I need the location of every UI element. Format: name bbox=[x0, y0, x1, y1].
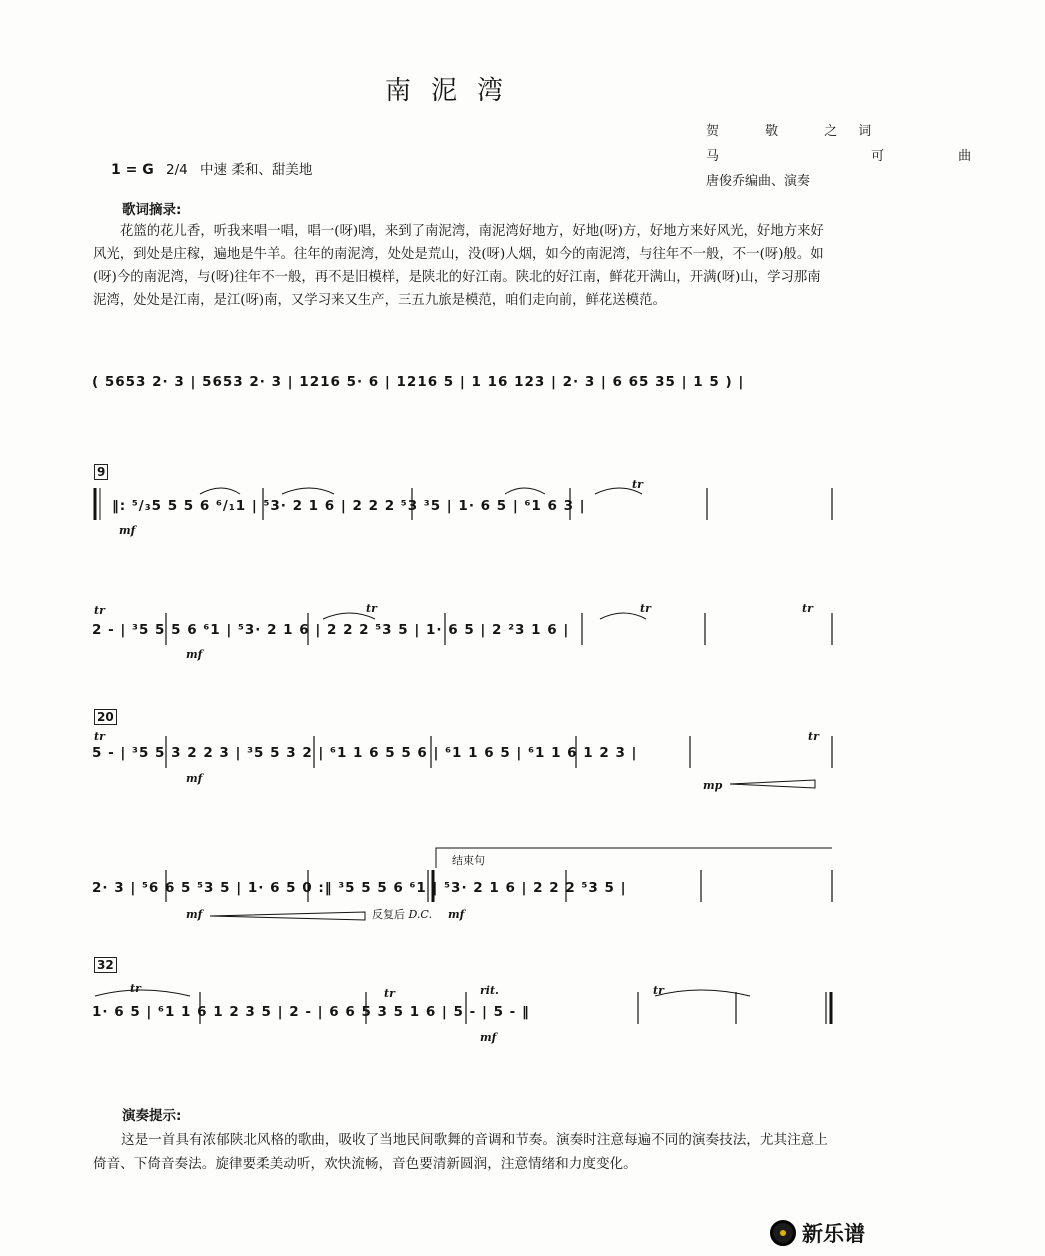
tips-text: 这是一首具有浓郁陕北风格的歌曲，吸收了当地民间歌舞的音调和节奏。演奏时注意每遍不同的演奏技法，尤其注意上倚音、下倚音奏法。旋律要柔美动听，欢快流畅，音色要清新圆润，注意情绪和力度变化。 bbox=[93, 1132, 828, 1172]
slur bbox=[95, 990, 190, 996]
slur bbox=[200, 488, 240, 494]
trill-marking: tr bbox=[802, 602, 813, 615]
tempo-marking: 中速 柔和、甜美地 bbox=[200, 162, 313, 178]
crescendo-hairpin bbox=[730, 780, 815, 788]
repeat-instruction: 反复后 D.C. bbox=[372, 908, 432, 921]
trill-marking: tr bbox=[640, 602, 651, 615]
dynamic-marking: mf bbox=[119, 524, 136, 537]
dynamic-marking: mf bbox=[186, 772, 203, 785]
key-signature: 1 = G bbox=[111, 162, 154, 178]
measure-number: 20 bbox=[94, 709, 117, 725]
dc-marking: D.C. bbox=[408, 908, 432, 921]
measure-number: 9 bbox=[94, 464, 108, 480]
trill-marking: tr bbox=[632, 478, 643, 491]
lyrics-heading: 歌词摘录: bbox=[122, 202, 182, 218]
logo-text: 新乐谱 bbox=[802, 1222, 865, 1246]
notes-system-4: 2· 3 | ⁵6 6 5 ⁵3 5 | 1· 6 5 0 :‖ ³5 5 5 6 ⁶1 | ⁵3· 2 1 6 | 2 2 2 ⁵3 5 | bbox=[92, 880, 627, 896]
trill-marking: tr bbox=[366, 602, 377, 615]
tips-block bbox=[93, 1128, 841, 1176]
page-title: 南泥湾 bbox=[384, 76, 523, 106]
dynamic-marking: mf bbox=[448, 908, 465, 921]
dynamic-marking: mf bbox=[480, 1031, 497, 1044]
trill-marking: tr bbox=[808, 730, 819, 743]
credits bbox=[706, 119, 1045, 194]
composer-credit: 马 可曲 bbox=[706, 149, 1045, 164]
tips-heading: 演奏提示: bbox=[122, 1108, 182, 1124]
slur bbox=[282, 488, 334, 494]
score-intro: ( 5653 2· 3 | 5653 2· 3 | 1216 5· 6 | 1216 5 | 1 16 123 | 2· 3 | 6 65 35 | 1 5 ) | bbox=[92, 374, 745, 390]
arranger-credit: 唐俊乔编曲、演奏 bbox=[706, 174, 811, 189]
time-signature: 2/4 bbox=[166, 162, 188, 178]
ending-label: 结束句 bbox=[452, 854, 485, 867]
lyrics-block bbox=[93, 220, 833, 312]
key-tempo-line bbox=[111, 158, 312, 178]
trill-marking: tr bbox=[94, 730, 105, 743]
notes-system-3: 5 - | ³5 5 3 2 2 3 | ³5 5 3 2 | ⁶1 1 6 5 5 6 | ⁶1 1 6 5 | ⁶1 1 6 1 2 3 | bbox=[92, 745, 638, 761]
diminuendo-hairpin bbox=[210, 912, 365, 920]
ending-bracket bbox=[436, 848, 832, 868]
trill-marking: tr bbox=[94, 604, 105, 617]
dynamic-marking: mf bbox=[186, 648, 203, 661]
vinyl-record-icon bbox=[770, 1220, 796, 1246]
lyrics-text: 花篮的花儿香，听我来唱一唱，唱一(呀)唱，来到了南泥湾，南泥湾好地方，好地(呀)方，好地方来好风光，好地方来好风光，到处是庄稼，遍地是牛羊。往年的南泥湾，处处是荒山，没(呀)人烟，如今的南泥湾，与往年不一般，不一(呀)般。如(呀)今的南泥湾，与(呀)往年不一般，再不是旧模样，是陕北的好江南。陕北的好江南，鲜花开满山，开满(呀)山，学习那南泥湾，处处是江南，是江(呀)南，又学习来又生产，三五九旅是模范，咱们走向前，鲜花送模范。 bbox=[93, 224, 824, 308]
notes-system-5: 1· 6 5 | ⁶1 1 6 1 2 3 5 | 2 - | 6 6 5 3 5 1 6 | 5 - | 5 - ‖ bbox=[92, 1004, 530, 1020]
trill-marking: tr bbox=[653, 984, 664, 997]
notes-system-1: ‖: ⁵/₃5 5 5 6 ⁶/₁1 | ⁵3· 2 1 6 | 2 2 2 ⁵3 ³5 | 1· 6 5 | ⁶1 6 3 | bbox=[112, 498, 586, 514]
measure-number: 32 bbox=[94, 957, 117, 973]
dynamic-marking: mp bbox=[703, 779, 723, 792]
trill-marking: tr bbox=[384, 987, 395, 1000]
site-logo bbox=[770, 1218, 865, 1248]
dynamic-marking: mf bbox=[186, 908, 203, 921]
slur bbox=[505, 488, 545, 494]
rit-marking: rit. bbox=[480, 984, 499, 997]
lyricist-credit: 贺 敬 之词 bbox=[706, 124, 893, 139]
notes-system-2: 2 - | ³5 5 5 6 ⁶1 | ⁵3· 2 1 6 | 2 2 2 ⁵3 5 | 1· 6 5 | 2 ²3 1 6 | bbox=[92, 622, 570, 638]
trill-marking: tr bbox=[130, 982, 141, 995]
